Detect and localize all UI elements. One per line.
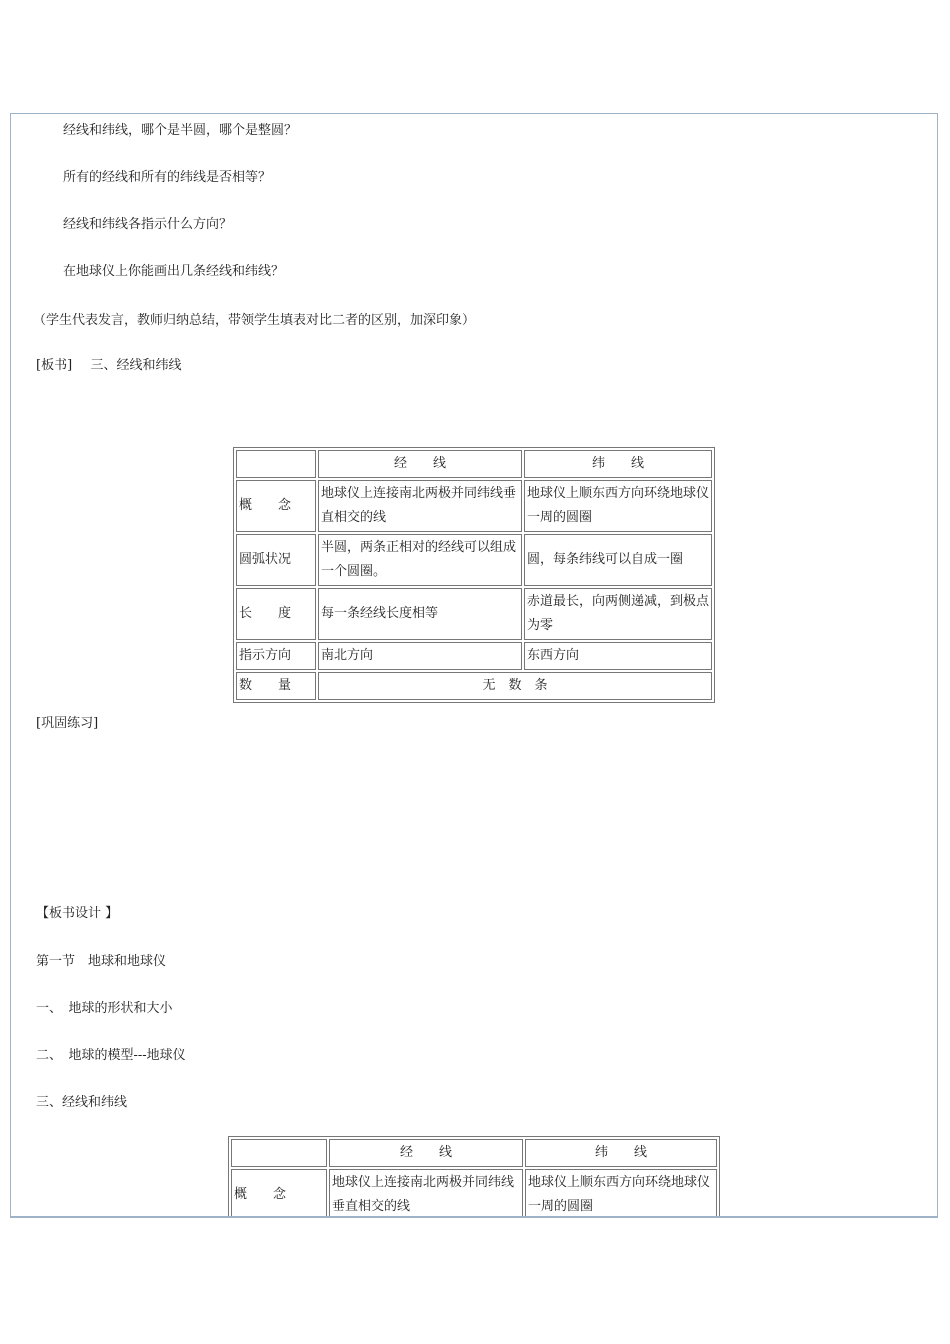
row-jing: 地球仪上连接南北两极并同纬线垂直相交的线 [329, 1169, 523, 1218]
header-jing: 经 线 [329, 1139, 523, 1167]
count-label: 数 量 [236, 672, 316, 700]
comparison-table [233, 447, 715, 703]
table-header-row [236, 450, 712, 478]
table-header-row [231, 1139, 717, 1167]
count-value: 无 数 条 [318, 672, 712, 700]
header-wei: 纬 线 [524, 450, 712, 478]
row-jing: 地球仪上连接南北两极并同纬线垂直相交的线 [318, 480, 522, 532]
table-row [236, 642, 712, 670]
table-row [236, 534, 712, 586]
design-item: 二、 地球的模型---地球仪 [36, 1048, 186, 1063]
question-1: 经线和纬线，哪个是半圆，哪个是整圆？ [63, 123, 298, 138]
row-jing: 南北方向 [318, 642, 522, 670]
header-blank [236, 450, 316, 478]
header-jing: 经 线 [318, 450, 522, 478]
comparison-table-2 [228, 1136, 720, 1218]
table-row-count [236, 672, 712, 700]
row-jing: 半圆，两条正相对的经线可以组成一个圆圈。 [318, 534, 522, 586]
row-label: 概 念 [231, 1169, 327, 1218]
question-3: 经线和纬线各指示什么方向？ [63, 217, 233, 232]
header-blank [231, 1139, 327, 1167]
row-label: 长 度 [236, 588, 316, 640]
design-item: 三、经线和纬线 [36, 1095, 128, 1110]
row-wei: 地球仪上顺东西方向环绕地球仪一周的圆圈 [525, 1169, 717, 1218]
row-label: 指示方向 [236, 642, 316, 670]
row-wei: 地球仪上顺东西方向环绕地球仪一周的圆圈 [524, 480, 712, 532]
row-label: 圆弧状况 [236, 534, 316, 586]
table-row [231, 1169, 717, 1218]
row-label: 概 念 [236, 480, 316, 532]
header-wei: 纬 线 [525, 1139, 717, 1167]
design-title: 【板书设计 】 [36, 906, 119, 921]
board-title: 三、经线和纬线 [90, 358, 182, 373]
practice-heading: [巩固练习] [36, 716, 99, 731]
board-label: [板书] [36, 358, 73, 373]
question-2: 所有的经线和所有的纬线是否相等？ [63, 170, 272, 185]
teacher-note: （学生代表发言，教师归纳总结，带领学生填表对比二者的区别，加深印象） [33, 313, 476, 328]
design-item: 一、 地球的形状和大小 [36, 1001, 173, 1016]
design-item: 第一节 地球和地球仪 [36, 954, 167, 969]
board-heading [36, 358, 181, 374]
table-row [236, 588, 712, 640]
table-row [236, 480, 712, 532]
row-wei: 东西方向 [524, 642, 712, 670]
row-wei: 圆，每条纬线可以自成一圈 [524, 534, 712, 586]
document-frame [10, 113, 938, 1218]
question-4: 在地球仪上你能画出几条经线和纬线？ [63, 264, 285, 279]
row-jing: 每一条经线长度相等 [318, 588, 522, 640]
row-wei: 赤道最长，向两侧递减，到极点为零 [524, 588, 712, 640]
